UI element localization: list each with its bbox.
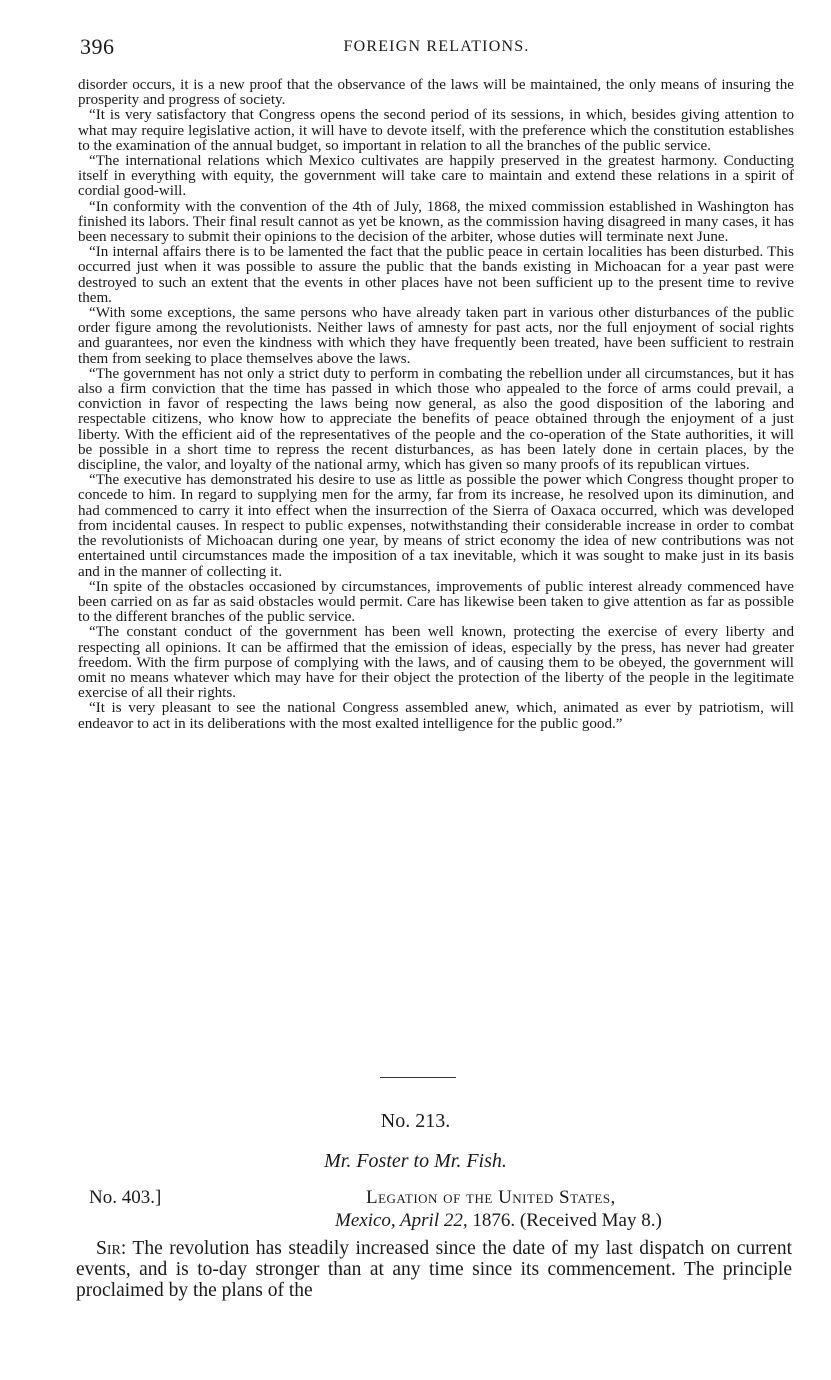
document-number: No. 213.	[380, 1110, 451, 1132]
place-date: Mexico, April 22,	[335, 1210, 468, 1231]
paragraph: “With some exceptions, the same persons who have already taken part in various other disturbances of the public order figure among the revolutionists. Neither laws of amnesty for past acts, nor the full enjoyment of social rights and guarantees, nor even the kindness with which they have frequently been treated, have been sufficient to restrain them from seeking to place themselves above the laws.	[78, 305, 794, 367]
paragraph: “It is very pleasant to see the national Congress assembled anew, which, animated as ever by patriotism, will endeavor to act in its deliberations with the most exalted intelligence for the public good.”	[78, 700, 794, 732]
running-header	[80, 34, 793, 62]
paragraph: “In internal affairs there is to be lamented the fact that the public peace in certain localities has been disturbed. This occurred just when it was possible to assure the public that the bands existing in Michoacan for a year past were destroyed to such an extent that the events in other places have not been sufficient up to the present time to revive them.	[78, 244, 794, 306]
letter-paragraph	[76, 1238, 792, 1301]
paragraph: “In conformity with the convention of the 4th of July, 1868, the mixed commission established in Washington has finished its labors. Their final result cannot as yet be known, as the commission having disagreed in many cases, it has been necessary to submit their opinions to the decision of the arbiter, whose duties will terminate next June.	[78, 198, 794, 246]
letter-text	[76, 1238, 792, 1301]
paragraph: “The constant conduct of the government has been well known, protecting the exercise of every liberty and respecting all opinions. It can be affirmed that the emission of ideas, especially by the press, has never had greater freedom. With the firm purpose of complying with the laws, and of causing them to be obeyed, the government will omit no means whatever which may have for their object the protection of the liberty of the people in the legitimate exercise of all their rights.	[78, 624, 794, 702]
legation-line: Legation of the United States,	[366, 1187, 616, 1208]
paragraph: “In spite of the obstacles occasioned by circumstances, improvements of public interest already commenced have been carried on as far as said obstacles would permit. Care has likewise been taken to give attention as far as possible to the different branches of the public service.	[78, 578, 794, 626]
year: 1876.	[472, 1210, 516, 1231]
section-divider	[380, 1077, 456, 1078]
body-text	[78, 78, 794, 732]
running-title: FOREIGN RELATIONS.	[343, 38, 530, 55]
received-note: (Received May 8.)	[519, 1210, 662, 1231]
document-heading: Mr. Foster to Mr. Fish.	[324, 1150, 507, 1172]
salutation: Sir:	[96, 1238, 127, 1259]
paragraph: “It is very satisfactory that Congress opens the second period of its sessions, in which, besides giving attention to what may require legislative action, it will have to devote itself, with the preference which the constitution establishes to the examination of the annual budget, so important in relation to all the branches of the public service.	[78, 107, 794, 154]
dispatch-number: No. 403.]	[89, 1187, 162, 1208]
paragraph: “The government has not only a strict duty to perform in combating the rebellion under all circumstances, but it has also a firm conviction that the time has passed in which those who appealed to the force of arms could prevail, a conviction in favor of respecting the laws being now general, as also the good disposition of the laboring and respectable citizens, who know how to appreciate the benefits of peace obtained through the enjoyment of a just liberty. With the efficient aid of the representatives of the people and the co-operation of the State authorities, it will be possible in a short time to repress the recent disturbances, as has been lately done in certain places, by the discipline, the valor, and loyalty of the national army, which has given so many proofs of its republican virtues.	[78, 365, 794, 474]
paragraph: “The international relations which Mexico cultivates are happily preserved in the greatest harmony. Conducting itself in everything with equity, the government will take care to maintain and extend these relations in a spirit of cordial good-will.	[78, 153, 794, 200]
paragraph: disorder occurs, it is a new proof that the observance of the laws will be maintained, the only means of insuring the prosperity and progress of society.	[78, 77, 794, 109]
opening-text: The revolution has steadily increased since the date of my last dispatch on current events, and is to-day stronger than at any time since its commencement. The principle proclaimed by the plans of the	[76, 1238, 792, 1301]
dateline	[335, 1210, 662, 1232]
page-number: 396	[80, 34, 115, 59]
paragraph: “The executive has demonstrated his desire to use as little as possible the power which Congress thought proper to concede to him. In regard to supplying men for the army, far from its increase, he resolved upon its diminution, and had commenced to carry it into effect when the insurrection of the Sierra of Oaxaca occurred, which was developed from incidental causes. In respect to public expenses, notwithstanding their considerable increase in order to combat the revolutionists of Michoacan during one year, by means of strict economy the idea of new contributions was not entertained until circumstances made the imposition of a tax inevitable, which it was sought to make just in its basis and in the manner of collecting it.	[78, 472, 794, 580]
